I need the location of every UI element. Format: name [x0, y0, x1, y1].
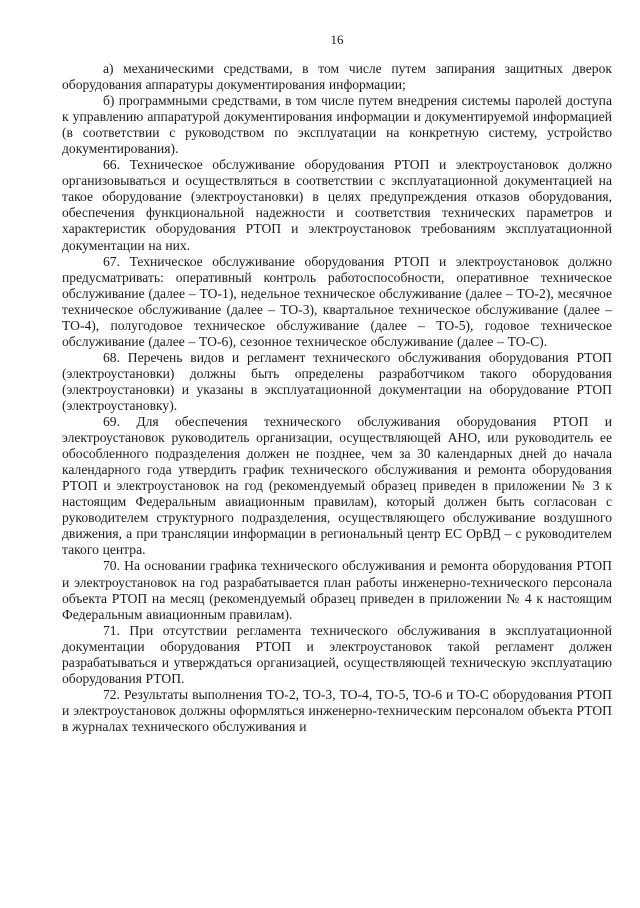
paragraph-67: 67. Техническое обслуживание оборудования РТОП и электроустановок должно предусматривать: оперативный контроль работоспособности, оперативное техническое обслуживание (далее – ТО-1), недельное техническое обслуживание (далее – ТО-2), месячное техническое обслуживание (далее – ТО-3), квартальное техническое обслуживание (далее – ТО-4), полугодовое техническое обслуживание (далее – ТО-5), годовое техническое обслуживание (далее – ТО-6), сезонное техническое обслуживание (далее – ТО-С).	[62, 253, 612, 349]
document-body	[62, 61, 612, 735]
document-page	[62, 0, 612, 908]
paragraph-item-a: а) механическими средствами, в том числе путем запирания защитных дверок оборудования аппаратуры документирования информации;	[62, 61, 612, 93]
paragraph-item-b: б) программными средствами, в том числе путем внедрения системы паролей доступа к управлению аппаратурой документирования информации и документируемой информацией (в соответствии с руководством по эксплуатации на конкретную систему, устройство документирования).	[62, 93, 612, 157]
page-number: 16	[330, 32, 344, 47]
paragraph-72: 72. Результаты выполнения ТО-2, ТО-3, ТО-4, ТО-5, ТО-6 и ТО-С оборудования РТОП и электроустановок должны оформляться инженерно-техническим персоналом объекта РТОП в журналах технического обслуживания и	[62, 686, 612, 734]
paragraph-71: 71. При отсутствии регламента технического обслуживания в эксплуатационной документации оборудования РТОП и электроустановок такой регламент должен разрабатываться и утверждаться организацией, осуществляющей техническую эксплуатацию оборудования РТОП.	[62, 622, 612, 686]
paragraph-68: 68. Перечень видов и регламент технического обслуживания оборудования РТОП (электроустановки) должны быть определены разработчиком такого оборудования (электроустановки) и указаны в эксплуатационной документации на оборудование РТОП (электроустановку).	[62, 349, 612, 413]
paragraph-70: 70. На основании графика технического обслуживания и ремонта оборудования РТОП и электроустановок на год разрабатывается план работы инженерно-технического персонала объекта РТОП на месяц (рекомендуемый образец приведен в приложении № 4 к настоящим Федеральным авиационным правилам).	[62, 558, 612, 622]
paragraph-66: 66. Техническое обслуживание оборудования РТОП и электроустановок должно организовываться и осуществляться в соответствии с эксплуатационной документацией на такое оборудование (электроустановки) в целях предупреждения отказов оборудования, обеспечения функциональной надежности и соответствия технических параметров и характеристик оборудования РТОП и электроустановок требованиям эксплуатационной документации на них.	[62, 157, 612, 253]
paragraph-69: 69. Для обеспечения технического обслуживания оборудования РТОП и электроустановок руководитель организации, осуществляющей АНО, или руководитель ее обособленного подразделения должен не позднее, чем за 30 календарных дней до начала календарного года утвердить график технического обслуживания и ремонта оборудования РТОП и электроустановок на год (рекомендуемый образец приведен в приложении № 3 к настоящим Федеральным авиационным правилам), который должен быть согласован с руководителем структурного подразделения, осуществляющего обслуживание воздушного движения, а при трансляции информации в региональный центр ЕС ОрВД – с руководителем такого центра.	[62, 414, 612, 558]
